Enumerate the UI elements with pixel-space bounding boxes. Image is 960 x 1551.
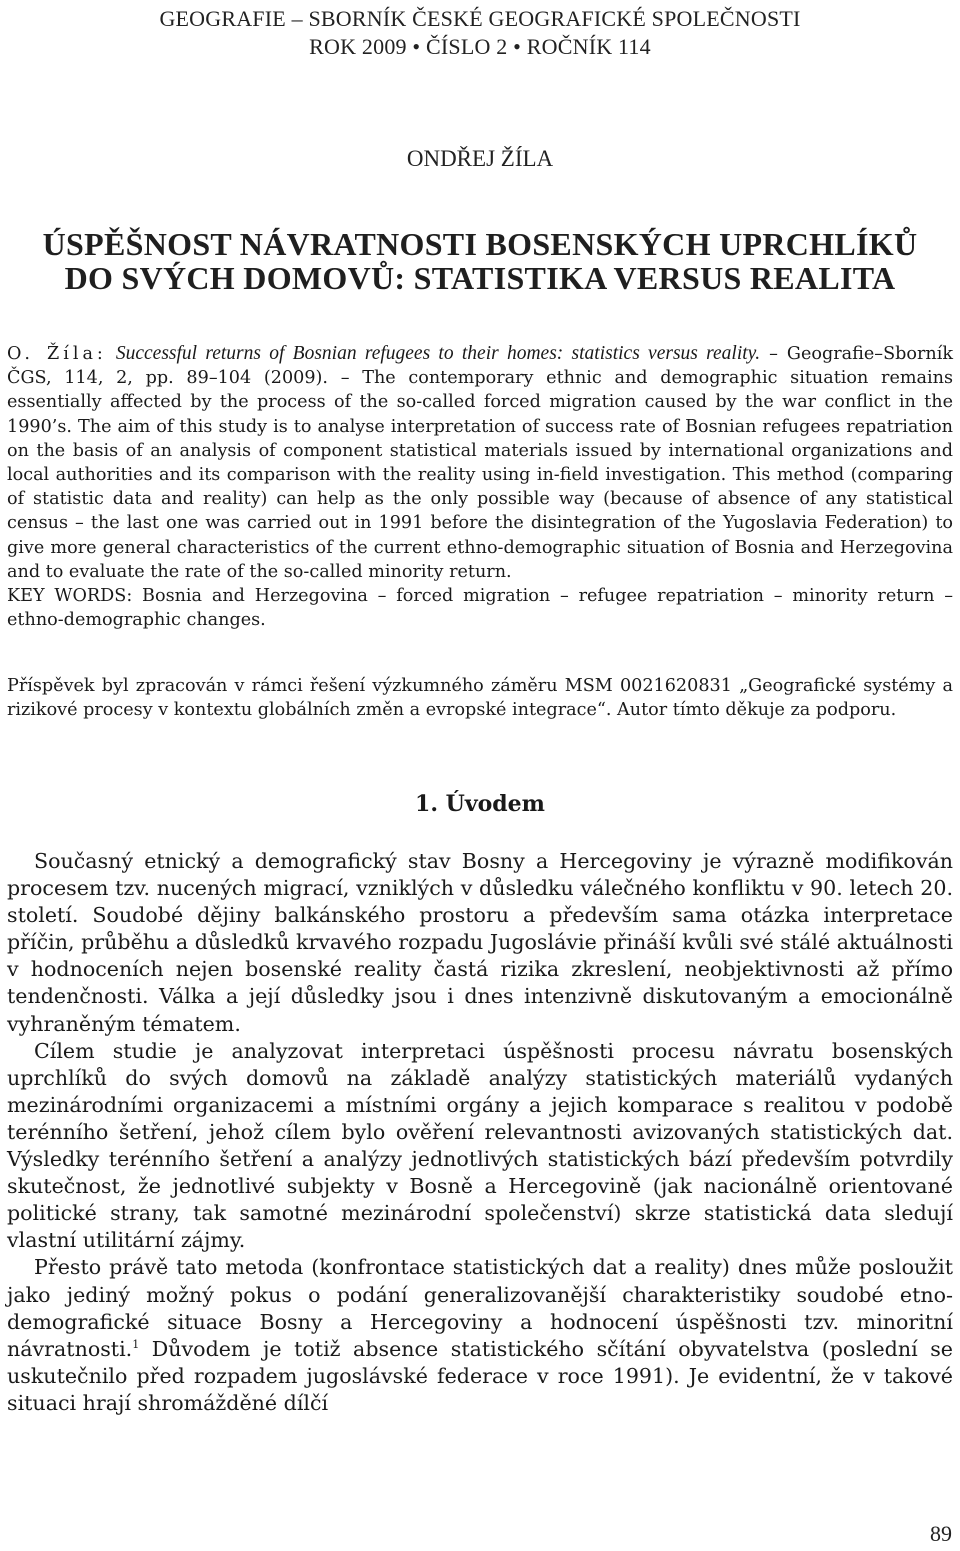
article-title-line2: DO SVÝCH DOMOVŮ: STATISTIKA VERSUS REALITA [64, 260, 896, 296]
abstract [7, 342, 953, 632]
section-heading: 1. Úvodem [415, 791, 545, 817]
author-name: ONDŘEJ ŽÍLA [406, 146, 554, 171]
abstract-paragraph [7, 342, 953, 584]
journal-title-line1: GEOGRAFIE – SBORNÍK ČESKÉ GEOGRAFICKÉ SPOLEČNOSTI [159, 6, 801, 31]
body-paragraph-3 [7, 1254, 953, 1417]
body-paragraph-1: Současný etnický a demografický stav Bosny a Hercegoviny je výrazně modifikován procesem tzv. nucených migrací, vzniklých v důsledku válečného konfliktu v 90. letech 20. století. Soudobé dějiny balkánského prostoru a především sama otázka interpretace příčin, průběhu a důsledků krvavého rozpadu Jugoslávie přináší kvůli své stálé aktuálnosti v hodnoceních nejen bosenské reality častá rizika zkreslení, neobjektivnosti až přímo tendenčnosti. Válka a její důsledky jsou i dnes intenzivně diskutovaným a emocionálně vyhraněným tématem. [7, 849, 953, 1036]
abstract-author-ref: O. Žíla: [7, 344, 107, 364]
abstract-text: – The contemporary ethnic and demographic situation remains essentially affected by the process of the so-called forced migration caused by the war conflict in the 1990’s. The aim of this study is to analyse interpretation of success rate of Bosnian refugees repatriation on the basis of an analysis of component statistical materials issued by international organizations and local authorities and its comparison with the reality using in-field investigation. This method (comparing of statistic data and reality) can help as the only possible way (because of absence of any statistical census – the last one was carried out in 1991 before the disintegration of the Yugoslavia Federation) to give more general characteristics of the current ethno-demographic situation of Bosnia and Herzegovina and to evaluate the rate of the so-called minority return. [7, 368, 954, 582]
page-number: 89 [930, 1521, 952, 1546]
abstract-citation: – Geografie–Sborník ČGS, 114, 2, pp. 89–104 (2009). [7, 344, 954, 389]
section-body [7, 848, 953, 1417]
keywords: KEY WORDS: Bosnia and Herzegovina – forced migration – refugee repatriation – minority return – ethno-demographic changes. [7, 586, 953, 631]
body-paragraph-2: Cílem studie je analyzovat interpretaci úspěšnosti procesu návratu bosenských uprchlíků do svých domovů na základě analýzy statistických materiálů vydaných mezinárodními organizacemi a místními orgány a jejich komparace s realitou v podobě terénního šetření, jehož cílem bylo ověření relevantnosti avizovaných statistických dat. Výsledky terénního šetření a analýzy jednotlivých statistických bází především potvrdily skutečnost, že jednotlivé subjekty v Bosně a Hercegovině (jak nacionálně orientované politické strany, tak samotné mezinárodní společenství) skrze statistická data sledují vlastní utilitární zájmy. [7, 1038, 953, 1253]
body-paragraph-3-part1: Přesto právě tato metoda (konfrontace statistických dat a reality) dnes může posloužit jako jediný možný pokus o podání generalizovanější charakteristiky soudobé etno-demografické situace Bosny a Hercegoviny a hodnocení úspěšnosti tzv. minoritní návratnosti. [7, 1255, 953, 1361]
footnote-mark[interactable]: 1 [132, 1337, 140, 1351]
body-paragraph-3-part2: Důvodem je totiž absence statistického sčítání obyvatelstva (poslední se uskutečnilo před rozpadem jugoslávské federace v roce 1991). Je evidentní, že v takové situaci hrají shromážděné dílčí [7, 1336, 953, 1415]
journal-issue-line: ROK 2009 • ČÍSLO 2 • ROČNÍK 114 [309, 34, 651, 59]
acknowledgement: Příspěvek byl zpracován v rámci řešení výzkumného záměru MSM 0021620831 „Geografické systémy a rizikové procesy v kontextu globálních změn a evropské integrace“. Autor tímto děkuje za podporu. [7, 676, 953, 721]
article-title-line1: ÚSPĚŠNOST NÁVRATNOSTI BOSENSKÝCH UPRCHLÍKŮ [42, 226, 918, 262]
abstract-english-title: Successful returns of Bosnian refugees to their homes: statistics versus reality. [115, 343, 761, 364]
